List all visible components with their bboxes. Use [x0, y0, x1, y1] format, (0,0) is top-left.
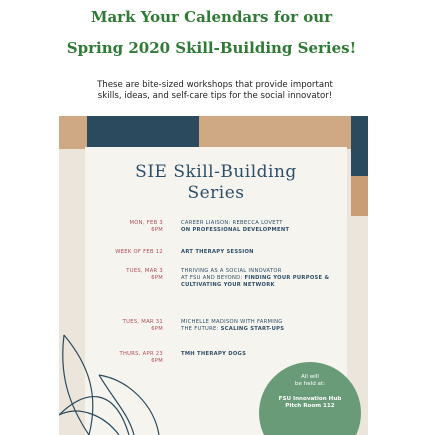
venue-line1: All will	[301, 374, 319, 380]
leaf-illustration-icon	[59, 295, 179, 435]
event-description: TMH THERAPY DOGS	[181, 351, 247, 357]
venue-line2: be held at:	[294, 381, 326, 387]
event-description: CAREER LIAISON: REBECCA LOVETT ON PROFESSIONAL DEVELOPMENT	[181, 220, 290, 233]
event-description: MICHELLE MADISON WITH FARMING THE FUTURE: SCALING START-UPS	[181, 319, 285, 332]
venue-line4: Pitch Room 112	[285, 403, 335, 409]
intro-text	[60, 80, 370, 102]
page-title-line2: Spring 2020 Skill-Building Series!	[66, 39, 357, 57]
event-description: THRIVING AS A SOCIAL INNOVATOR AT FSU AND BEYOND: FINDING YOUR PURPOSE & CULTIVATING YOUR NETWORK	[181, 268, 330, 288]
poster-right-tan-block	[351, 176, 368, 216]
event-date: TUES, MAR 31 6PM	[122, 319, 163, 332]
venue-line3: FSU Innovation Hub	[278, 396, 342, 402]
intro-line1: These are bite-sized workshops that provide important	[97, 80, 333, 90]
poster-title-line1: SIE Skill-Building	[135, 162, 297, 182]
poster-top-band	[59, 116, 368, 149]
event-date: THURS, APR 23 6PM	[119, 351, 163, 364]
event-date: TUES, MAR 3 6PM	[126, 268, 163, 281]
event-date: WEEK OF FEB 12	[115, 249, 163, 255]
poster-right-navy-block	[351, 116, 368, 176]
event-date: MON, FEB 3 6PM	[129, 220, 163, 233]
event-description: ART THERAPY SESSION	[181, 249, 254, 255]
poster	[59, 116, 368, 435]
intro-line2: skills, ideas, and self-care tips for the social innovator!	[97, 91, 333, 101]
poster-title-line2: Series	[187, 183, 245, 203]
page-title-line1: Mark Your Calendars for our	[90, 8, 333, 26]
